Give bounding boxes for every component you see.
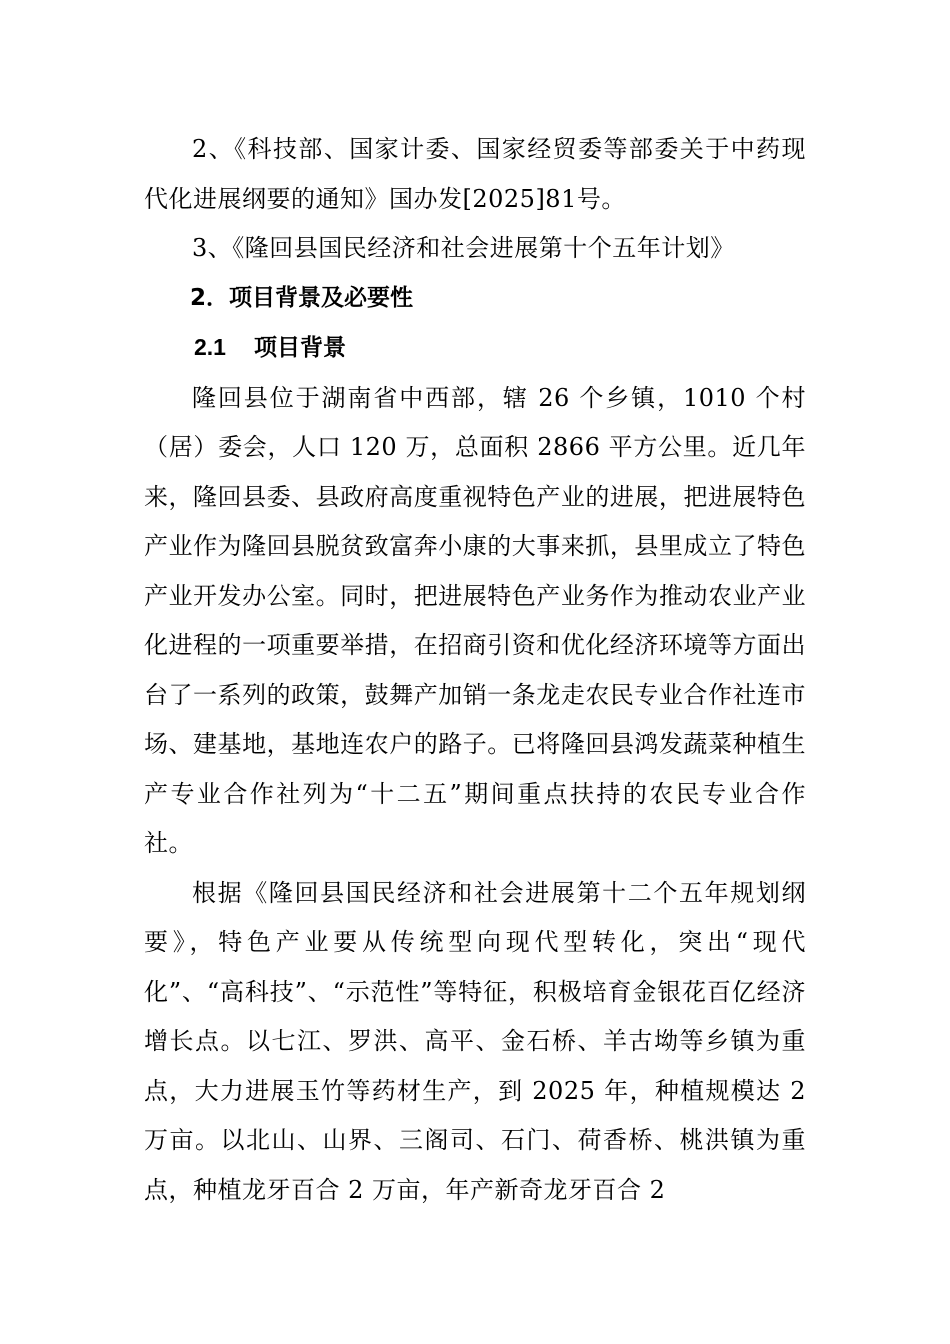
subsection-heading — [144, 323, 806, 374]
body-paragraph-2: 根据《隆回县国民经济和社会进展第十二个五年规划纲要》，特色产业要从传统型向现代型转化，突出“现代化”、“高科技”、“示范性”等特征，积极培育金银花百亿经济增长点。以七江、罗洪、高平、金石桥、羊古坳等乡镇为重点，大力进展玉竹等药材生产，到 2025 年，种植规模达 2 万亩。以北山、山界、三阁司、石门、荷香桥、桃洪镇为重点，种植龙牙百合 2 万亩，年产新奇龙牙百合 2 — [144, 878, 806, 1204]
reference-item-3: 3、《隆回县国民经济和社会进展第十个五年计划》 — [192, 234, 735, 262]
document-body — [144, 125, 806, 1215]
subsection-number: 2.1 — [194, 334, 226, 360]
reference-item-2: 2、《科技部、国家计委、国家经贸委等部委关于中药现代化进展纲要的通知》国办发[2025]81号。 — [144, 135, 806, 213]
section-heading: 2．项目背景及必要性 — [190, 284, 414, 311]
subsection-title: 项目背景 — [254, 335, 346, 361]
body-paragraph-1: 隆回县位于湖南省中西部，辖 26 个乡镇，1010 个村（居）委会，人口 120 万，总面积 2866 平方公里。近几年来，隆回县委、县政府高度重视特色产业的进展，把进展特色产业作为隆回县脱贫致富奔小康的大事来抓，县里成立了特色产业开发办公室。同时，把进展特色产业务作为推动农业产业化进程的一项重要举措，在招商引资和优化经济环境等方面出台了一系列的政策，鼓舞产加销一条龙走农民专业合作社连市场、建基地，基地连农户的路子。已将隆回县鸿发蔬菜种植生产专业合作社列为“十二五”期间重点扶持的农民专业合作社。 — [144, 383, 806, 857]
